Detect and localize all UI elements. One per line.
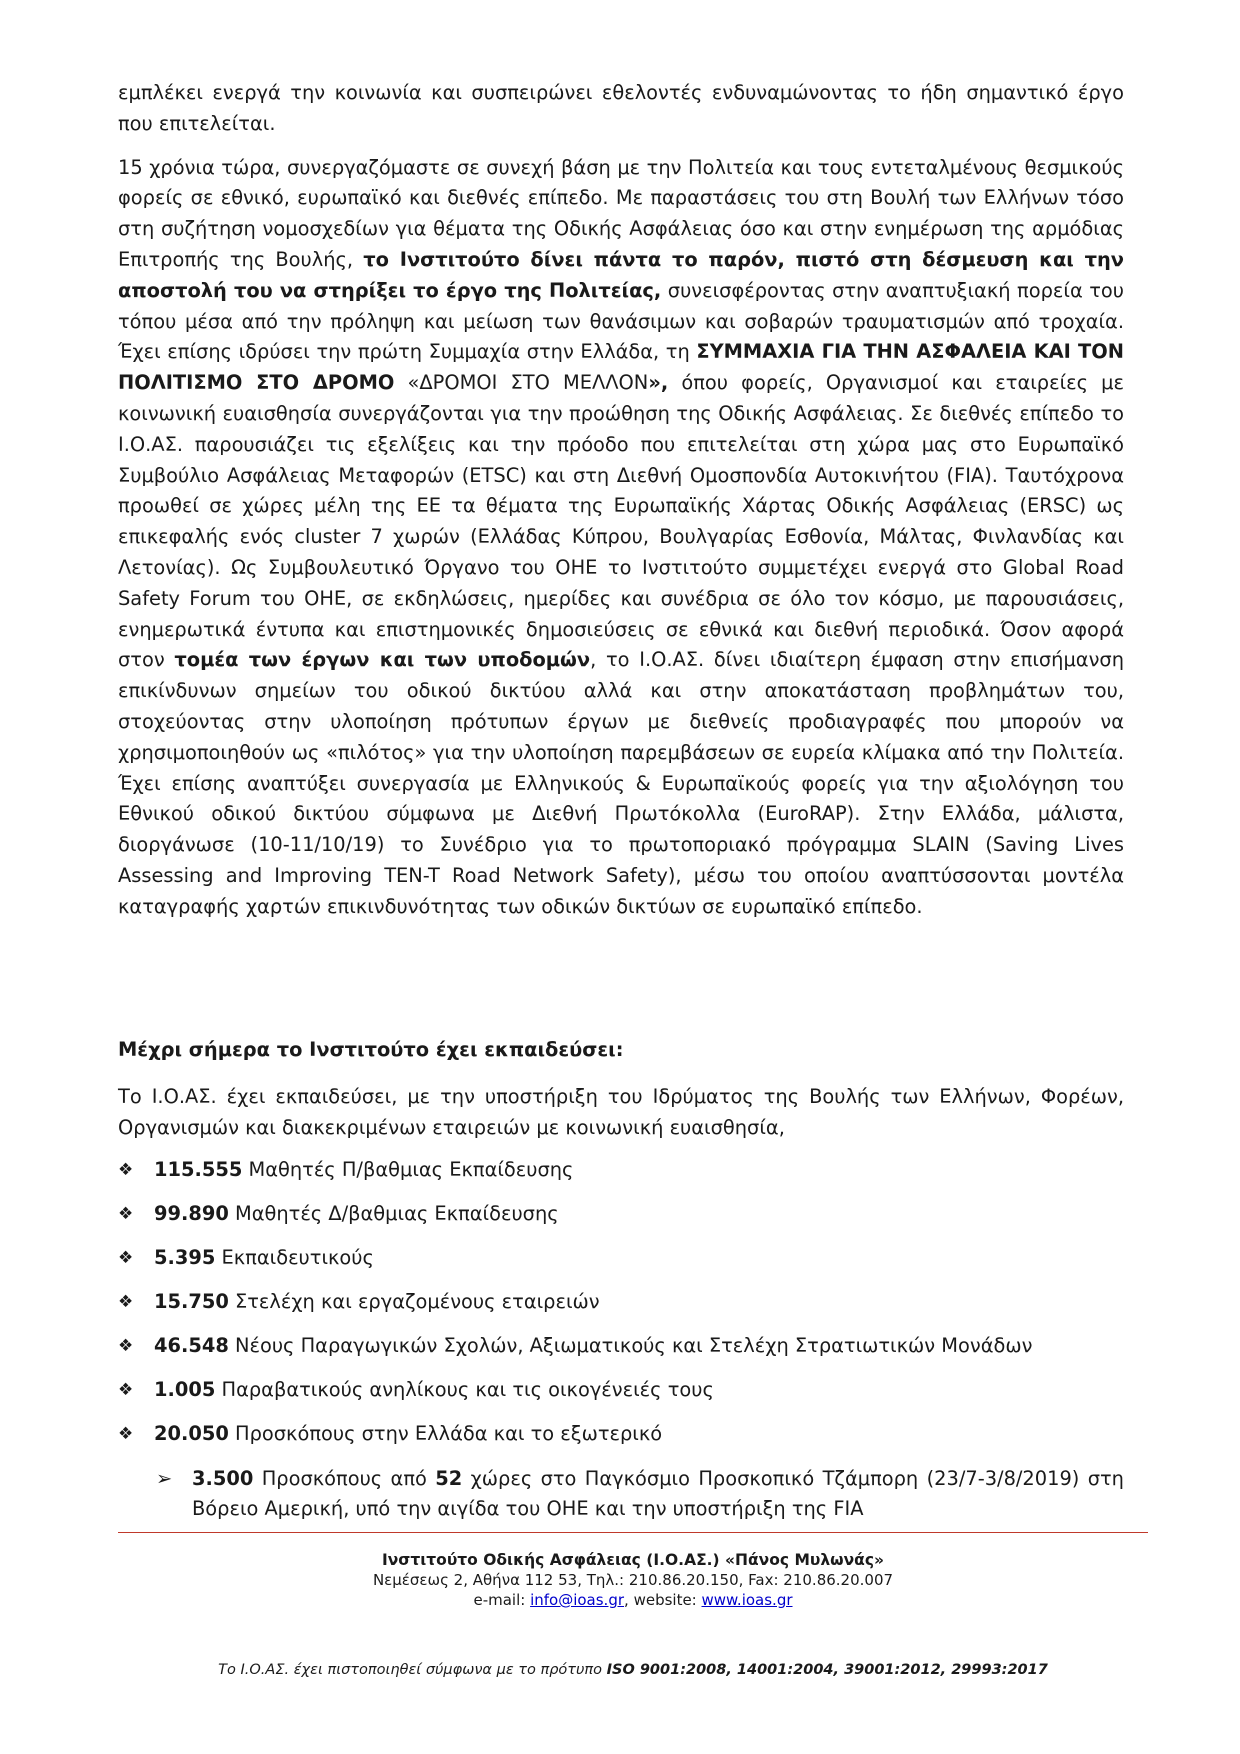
p2-text-a: 15 χρόνια τώρα, συνεργαζόμαστε σε συνεχή βάση με την Πολιτεία και τους εντεταλμένους θεσμικούς φορείς σε εθνικό, ευρωπαϊκό και διεθνές επίπεδο. Με παραστάσεις του στη Βουλή των Ελλήνων τόσο στη συζήτηση νομοσχεδίων για θέματα της Οδικής Ασφάλειας όσο και στην ενημέρωση της αρμόδιας Επιτροπής της Βουλής,	[118, 155, 1124, 271]
section-intro: Το Ι.Ο.ΑΣ. έχει εκπαιδεύσει, με την υποστήριξη του Ιδρύματος της Βουλής των Ελλήνων, Φορέων, Οργανισμών και διακεκριμένων εταιρειών με κοινωνική ευαισθησία,	[118, 1085, 1124, 1139]
p2-bold-quote: »,	[648, 371, 669, 395]
certification-note	[118, 1662, 1148, 1678]
footer-contact	[118, 1590, 1148, 1610]
item-count: 20.050	[154, 1422, 229, 1445]
item-count: 15.750	[154, 1290, 229, 1313]
list-item	[118, 1376, 1124, 1420]
item-count: 46.548	[154, 1334, 229, 1357]
diamond-bullet-icon: ❖	[118, 1248, 134, 1268]
diamond-bullet-icon: ❖	[118, 1292, 134, 1312]
item-count: 115.555	[154, 1158, 243, 1181]
diamond-bullet-icon: ❖	[118, 1380, 134, 1400]
item-label: Εκπαιδευτικούς	[215, 1246, 374, 1269]
list-item	[118, 1156, 1124, 1200]
sub-item-countries: 52	[435, 1467, 463, 1490]
item-label: Νέους Παραγωγικών Σχολών, Αξιωματικούς και Στελέχη Στρατιωτικών Μονάδων	[228, 1334, 1033, 1357]
list-item	[118, 1200, 1124, 1244]
item-label: Προσκόπους στην Ελλάδα και το εξωτερικό	[228, 1422, 663, 1445]
diamond-bullet-icon: ❖	[118, 1160, 134, 1180]
item-count: 5.395	[154, 1246, 216, 1269]
footer-divider	[118, 1532, 1148, 1533]
p2-bold-infrastructure: τομέα των έργων και των υποδομών	[174, 648, 591, 672]
website-link[interactable]: www.ioas.gr	[701, 1591, 793, 1609]
sub-list-item	[156, 1464, 1124, 1524]
body-text	[118, 78, 1124, 936]
list-item	[118, 1244, 1124, 1288]
list-item	[118, 1332, 1124, 1376]
item-label: Μαθητές Π/βαθμιας Εκπαίδευσης	[242, 1158, 574, 1181]
p2-text-g: όπου φορείς, Οργανισμοί και εταιρείες με κοινωνική ευαισθησία συνεργάζονται για την προώθηση της Οδικής Ασφάλειας. Σε διεθνές επίπεδο το Ι.Ο.ΑΣ. παρουσιάζει τις εξελίξεις και την πρόοδο που επιτελείται στη χώρα μας στο Ευρωπαϊκό Συμβούλιο Ασφάλειας Μεταφορών (ETSC) και στη Διεθνή Ομοσπονδία Αυτοκινήτου (FIA). Ταυτόχρονα προωθεί σε χώρες μέλη της ΕΕ τα θέματα της Ευρωπαϊκής Χάρτας Οδικής Ασφάλειας (ERSC) ως επικεφαλής ενός cluster 7 χωρών (Ελλάδας Κύπρου, Βουλγαρίας Εσθονία, Μάλτας, Φινλανδίας και Λετονίας). Ως Συμβουλευτικό Όργανο του ΟΗΕ το Ινστιτούτο συμμετέχει ενεργά στο Global Road Safety Forum του ΟΗΕ, σε εκδηλώσεις, ημερίδες και συνέδρια σε όλο τον κόσμο, με παρουσιάσεις, ενημερωτικά έντυπα και επιστημονικές δημοσιεύσεις σε εθνικά και διεθνή περιοδικά. Όσον αφορά στον	[118, 371, 1124, 672]
item-label: Στελέχη και εργαζομένους εταιρειών	[228, 1290, 600, 1313]
email-label: e-mail:	[473, 1591, 531, 1609]
diamond-bullet-icon: ❖	[118, 1336, 134, 1356]
paragraph-1: εμπλέκει ενεργά την κοινωνία και συσπειρώνει εθελοντές ενδυναμώνοντας το ήδη σημαντικό έργο που επιτελείται.	[118, 81, 1124, 135]
diamond-bullet-icon: ❖	[118, 1424, 134, 1444]
p2-text-e: «ΔΡΟΜΟΙ ΣΤΟ ΜΕΛΛΟΝ	[394, 371, 649, 395]
sub-item-text-1: Προσκόπους από	[253, 1467, 436, 1490]
arrow-bullet-icon: ➢	[156, 1467, 173, 1490]
p2-bold-commitment: το Ινστιτούτο δίνει πάντα το παρόν, πιστό στη δέσμευση και την αποστολή του να στηρίξει το έργο της Πολιτείας,	[118, 247, 1124, 302]
footer-address: Νεμέσεως 2, Αθήνα 112 53, Τηλ.: 210.86.20.150, Fax: 210.86.20.007	[372, 1571, 894, 1589]
item-label: Παραβατικούς ανηλίκους και τις οικογένειές τους	[215, 1378, 714, 1401]
cert-standards: ISO 9001:2008, 14001:2004, 39001:2012, 29993:2017	[606, 1662, 1048, 1678]
list-item	[118, 1288, 1124, 1332]
item-count: 1.005	[154, 1378, 216, 1401]
p2-text-i: , το Ι.Ο.ΑΣ. δίνει ιδιαίτερη έμφαση στην επισήμανση επικίνδυνων σημείων του οδικού δικτύου αλλά και στην αποκατάσταση προβλημάτων του, στοχεύοντας στην υλοποίηση πρότυπων έργων με διεθνείς προδιαγραφές που μπορούν να χρησιμοποιηθούν ως «πιλότος» για την υλοποίηση παρεμβάσεων σε ευρεία κλίμακα από την Πολιτεία. Έχει επίσης αναπτύξει συνεργασία με Ελληνικούς & Ευρωπαϊκούς φορείς για την αξιολόγηση του Εθνικού οδικού δικτύου σύμφωνα με Διεθνή Πρωτόκολλα (EuroRAP). Στην Ελλάδα, μάλιστα, διοργάνωσε (10-11/10/19) το Συνέδριο για το πρωτοποριακό πρόγραμμα SLAIN (Saving Lives Assessing and Improving TEN-T Road Network Safety), μέσω του οποίου αναπτύσσονται μοντέλα καταγραφής χαρτών επικινδυνότητας των οδικών δικτύων σε ευρωπαϊκό επίπεδο.	[118, 648, 1124, 918]
footer	[118, 1550, 1148, 1610]
website-label: , website:	[624, 1591, 702, 1609]
footer-org-name: Ινστιτούτο Οδικής Ασφάλειας (Ι.Ο.ΑΣ.) «Πάνος Μυλωνάς»	[381, 1551, 885, 1569]
trained-list	[118, 1156, 1124, 1524]
item-label: Μαθητές Δ/βαθμιας Εκπαίδευσης	[228, 1202, 559, 1225]
section-heading: Μέχρι σήμερα το Ινστιτούτο έχει εκπαιδεύσει:	[118, 1038, 624, 1061]
diamond-bullet-icon: ❖	[118, 1204, 134, 1224]
p2-text-c: συνεισφέροντας στην αναπτυξιακή πορεία του τόπου μέσα από την πρόληψη και μείωση των θανάσιμων και σοβαρών τραυματισμών από τροχαία. Έχει επίσης ιδρύσει την πρώτη Συμμαχία στην Ελλάδα, τη	[118, 278, 1124, 364]
cert-prefix: Το Ι.Ο.ΑΣ. έχει πιστοποιηθεί σύμφωνα με το πρότυπο	[218, 1662, 607, 1678]
sub-item-text-2: χώρες στο Παγκόσμιο Προσκοπικό Τζάμπορη (23/7-3/8/2019) στη Βόρειο Αμερική, υπό την αιγίδα του ΟΗΕ και την υποστήριξη της FIA	[192, 1467, 1124, 1520]
sub-item-count: 3.500	[192, 1467, 254, 1490]
list-item	[118, 1420, 1124, 1464]
paragraph-2	[118, 153, 1124, 923]
email-link[interactable]: info@ioas.gr	[530, 1591, 625, 1609]
p2-bold-alliance: ΣΥΜΜΑΧΙΑ ΓΙΑ ΤΗΝ ΑΣΦΑΛΕΙΑ ΚΑΙ ΤΟΝ ΠΟΛΙΤΙΣΜΟ ΣΤΟ ΔΡΟΜΟ	[118, 340, 1124, 395]
item-count: 99.890	[154, 1202, 229, 1225]
